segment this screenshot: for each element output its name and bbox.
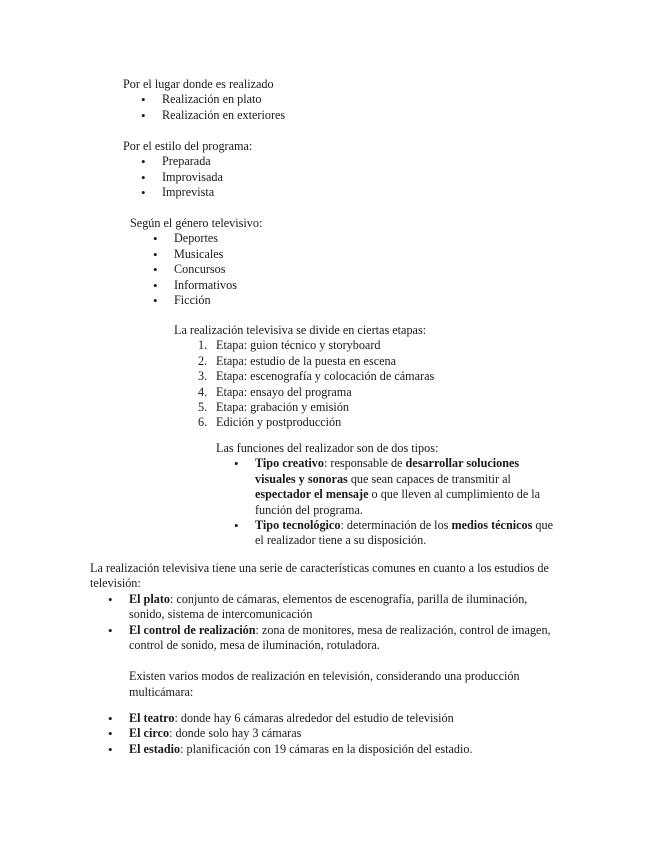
bold-term: El circo [129, 726, 170, 741]
list-text: Etapa: ensayo del programa [216, 384, 352, 399]
numbered-list [198, 338, 494, 430]
section-heading: Las funciones del realizador son de dos tipos: [216, 441, 439, 455]
list-item [198, 338, 494, 353]
bold-term: medios técnicos [451, 518, 533, 533]
bullet-list [162, 154, 423, 200]
bullet-list [255, 456, 560, 548]
section-modos [129, 711, 569, 757]
list-item-tipo-tecnologico [255, 518, 560, 549]
section-estilo [123, 139, 423, 201]
section-heading: Por el estilo del programa: [123, 139, 253, 153]
section-heading: Según el género televisivo: [130, 216, 263, 230]
list-text: Etapa: escenografía y colocación de cámaras [216, 369, 435, 384]
list-item: • Musicales [174, 247, 430, 262]
list-text: : planificación con 19 cámaras en la disposición del estadio. [180, 741, 473, 756]
paragraph-intro: La realización televisiva tiene una serie de características comunes en cuanto a los estudios de televisión: [90, 561, 549, 591]
list-number: 3. [198, 369, 208, 384]
list-item: • Realización en plato [162, 92, 423, 107]
list-item-tipo-creativo [255, 456, 560, 518]
list-item: • Improvisada [162, 170, 423, 185]
list-item: • Concursos [174, 262, 430, 277]
paragraph-modos: Existen varios modos de realización en televisión, considerando una producción multicámara: [129, 669, 520, 699]
list-number: 1. [198, 338, 208, 353]
list-item [129, 711, 569, 726]
list-text: Edición y postproducción [216, 415, 342, 430]
list-item: • Deportes [174, 231, 430, 246]
bold-term: El plato [129, 591, 170, 606]
bold-term: El control de realización [129, 622, 256, 637]
bold-term: desarrollar soluciones visuales y sonoras [255, 456, 520, 486]
list-text: : donde hay 6 cámaras alrededor del estudio de televisión [174, 711, 454, 725]
list-text: : determinación de los [340, 518, 452, 533]
bullet-list [174, 231, 430, 308]
list-text: Etapa: guion técnico y storyboard [216, 338, 381, 353]
section-heading: La realización televisiva se divide en ciertas etapas: [174, 323, 427, 337]
list-item: • Realización en exteriores [162, 108, 423, 123]
list-number: 2. [198, 353, 208, 368]
list-text: : zona de monitores, mesa de realización, control de imagen, control de sonido, mesa de iluminación, rotuladora. [129, 622, 551, 653]
list-item: • Ficción [174, 293, 430, 308]
bullet-list [129, 711, 569, 757]
list-item [198, 369, 494, 384]
section-heading: Por el lugar donde es realizado [123, 77, 274, 91]
list-text: : responsable de [323, 456, 406, 471]
list-item [129, 726, 569, 741]
section-caracteristicas [90, 561, 565, 700]
bold-term: Tipo tecnológico [255, 518, 341, 533]
list-text: que sean capaces de transmitir al [347, 471, 511, 486]
bold-term: espectador el mensaje [255, 487, 369, 502]
list-number: 4. [198, 384, 208, 399]
list-number: 6. [198, 415, 208, 430]
list-item [198, 384, 494, 400]
list-item: • Imprevista [162, 185, 423, 200]
bullet-list [129, 592, 559, 654]
list-item-plato [129, 592, 559, 623]
list-text: Etapa: grabación y emisión [216, 400, 350, 415]
section-genero [130, 216, 430, 308]
list-text: : conjunto de cámaras, elementos de escenografía, parilla de iluminación, sonido, sistema de intercomunicación [129, 591, 528, 622]
section-funciones [216, 441, 566, 549]
bold-term: El estadio [129, 741, 181, 756]
list-text: que el realizador tiene a su disposición. [255, 518, 554, 548]
section-etapas [174, 323, 494, 431]
list-text: Etapa: estudio de la puesta en escena [216, 353, 397, 368]
list-text: o que lleven al cumplimiento de la función del programa. [255, 487, 541, 517]
list-item [198, 353, 494, 369]
list-item-control [129, 623, 559, 654]
list-item [198, 415, 494, 430]
section-lugar [123, 77, 423, 123]
list-item [129, 742, 569, 757]
list-item: • Informativos [174, 278, 430, 293]
list-item [198, 400, 494, 415]
list-item: • Preparada [162, 154, 423, 169]
bullet-list [162, 92, 423, 123]
list-text: : donde solo hay 3 cámaras [169, 726, 302, 741]
bold-term: El teatro [129, 711, 175, 725]
list-number: 5. [198, 400, 208, 415]
bold-term: Tipo creativo [255, 456, 324, 471]
